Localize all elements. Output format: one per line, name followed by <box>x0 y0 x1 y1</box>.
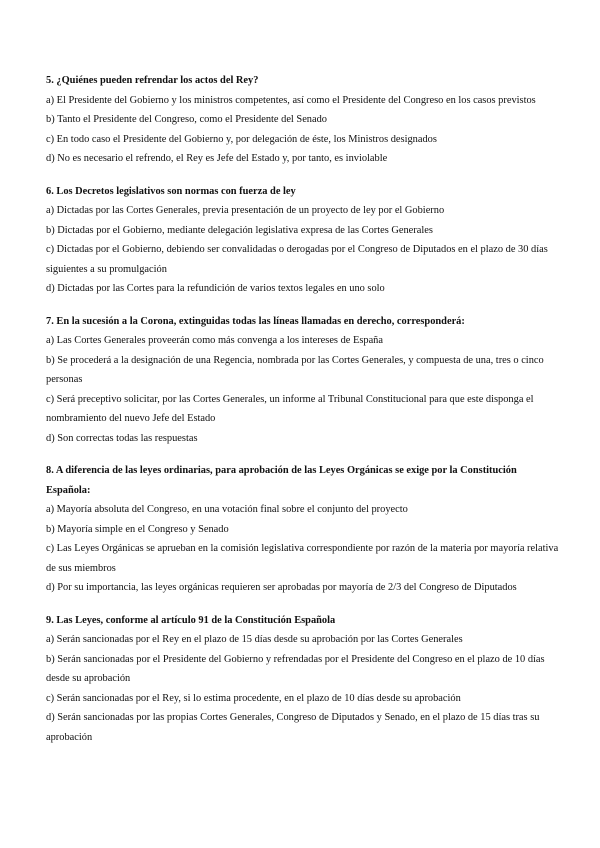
answer-option-a: a) El Presidente del Gobierno y los ministros competentes, así como el Presidente del Congreso en los casos previstos <box>46 94 536 106</box>
question-8 <box>46 461 560 598</box>
question-5 <box>46 71 560 169</box>
answer-option-c: c) En todo caso el Presidente del Gobierno y, por delegación de éste, los Ministros designados <box>46 133 437 145</box>
answer-option-d: d) Por su importancia, las leyes orgánicas requieren ser aprobadas por mayoría de 2/3 del Congreso de Diputados <box>46 582 517 593</box>
answer-option-c: c) Las Leyes Orgánicas se aprueban en la comisión legislativa correspondiente por razón de la materia por mayoría relativa de sus miembros <box>46 543 559 574</box>
answer-option-d: d) Dictadas por las Cortes para la refundición de varios textos legales en uno solo <box>46 283 385 294</box>
answer-option-b: b) Mayoría simple en el Congreso y Senado <box>46 523 229 535</box>
question-7 <box>46 312 560 449</box>
answer-option-d: d) Serán sancionadas por las propias Cortes Generales, Congreso de Diputados y Senado, en el plazo de 15 días tras su aprobación <box>46 712 540 743</box>
answer-option-a: a) Dictadas por las Cortes Generales, previa presentación de un proyecto de ley por el Gobierno <box>46 205 445 216</box>
question-title: 6. Los Decretos legislativos son normas con fuerza de ley <box>46 185 296 197</box>
answer-option-a: a) Mayoría absoluta del Congreso, en una votación final sobre el conjunto del proyecto <box>46 504 408 515</box>
answer-option-b: b) Tanto el Presidente del Congreso, como el Presidente del Senado <box>46 114 328 125</box>
question-title: 7. En la sucesión a la Corona, extinguidas todas las líneas llamadas en derecho, corresponderá: <box>46 315 465 327</box>
question-6 <box>46 182 560 299</box>
answer-option-c: c) Serán sancionadas por el Rey, si lo estima procedente, en el plazo de 10 días desde su aprobación <box>46 692 461 704</box>
answer-option-b: b) Se procederá a la designación de una Regencia, nombrada por las Cortes Generales, y compuesta de una, tres o cinco personas <box>46 354 544 385</box>
answer-option-b: b) Dictadas por el Gobierno, mediante delegación legislativa expresa de las Cortes Generales <box>46 224 433 236</box>
question-title: 9. Las Leyes, conforme al artículo 91 de la Constitución Española <box>46 614 336 626</box>
answer-option-a: a) Las Cortes Generales proveerán como más convenga a los intereses de España <box>46 335 383 346</box>
answer-option-c: c) Será preceptivo solicitar, por las Cortes Generales, un informe al Tribunal Constitucional para que este disponga el nombramiento del nuevo Jefe del Estado <box>46 393 534 424</box>
answer-option-d: d) Son correctas todas las respuestas <box>46 432 198 444</box>
answer-option-b: b) Serán sancionadas por el Presidente del Gobierno y refrendadas por el Presidente del Congreso en el plazo de 10 días desde su aprobación <box>46 653 545 684</box>
question-title: 8. A diferencia de las leyes ordinarias, para aprobación de las Leyes Orgánicas se exige por la Constitución Española: <box>46 465 517 496</box>
question-title: 5. ¿Quiénes pueden refrendar los actos del Rey? <box>46 75 259 86</box>
answer-option-c: c) Dictadas por el Gobierno, debiendo ser convalidadas o derogadas por el Congreso de Diputados en el plazo de 30 días siguientes a su promulgación <box>46 244 548 275</box>
answer-option-a: a) Serán sancionadas por el Rey en el plazo de 15 días desde su aprobación por las Cortes Generales <box>46 634 463 645</box>
answer-option-d: d) No es necesario el refrendo, el Rey es Jefe del Estado y, por tanto, es inviolable <box>46 153 388 164</box>
question-9 <box>46 611 560 748</box>
